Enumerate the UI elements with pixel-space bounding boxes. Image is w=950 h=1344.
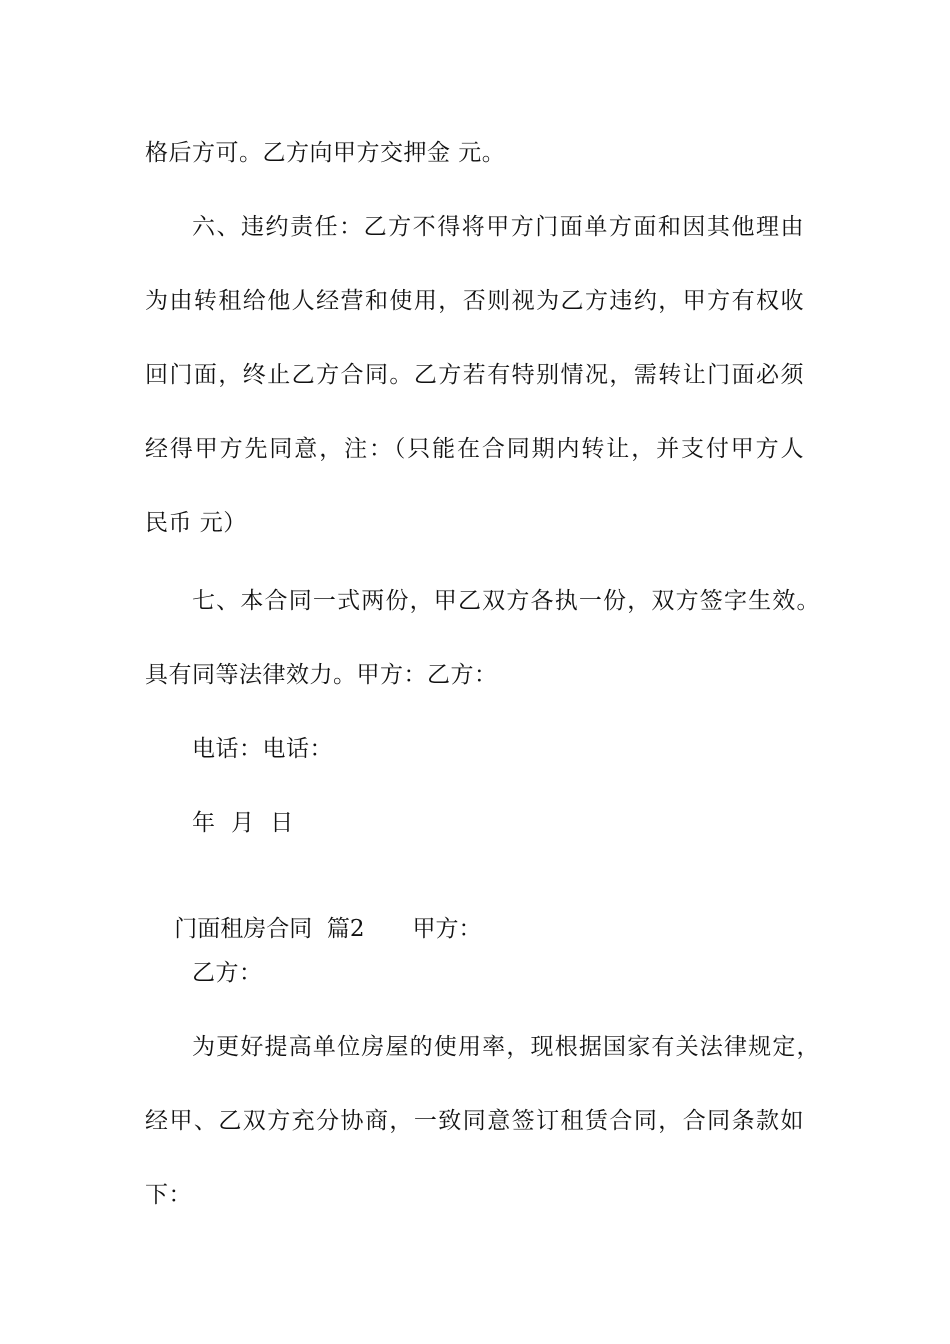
text-line-rmb: 民币 元） <box>145 510 247 536</box>
text-line-deposit: 格后方可。乙方向甲方交押金 元。 <box>145 140 506 166</box>
text-line-terminate: 回门面，终止乙方合同。乙方若有特别情况，需转让门面必须 <box>145 362 804 388</box>
text-line-intro-3: 下： <box>145 1182 192 1208</box>
text-line-intro-2: 经甲、乙双方充分协商，一致同意签订租赁合同，合同条款如 <box>145 1108 804 1134</box>
party-a-label: 甲方： <box>412 916 482 942</box>
text-line-consent: 经得甲方先同意，注：（只能在合同期内转让，并支付甲方人 <box>145 436 804 462</box>
text-line-copies: 七、本合同一式两份，甲乙双方各执一份，双方签字生效。 <box>192 588 820 614</box>
section-title: 门面租房合同 篇2 <box>174 916 365 942</box>
text-line-intro-1: 为更好提高单位房屋的使用率，现根据国家有关法律规定， <box>192 1034 820 1060</box>
party-b-label: 乙方： <box>192 960 263 986</box>
text-line-sublease: 为由转租给他人经营和使用，否则视为乙方违约，甲方有权收 <box>145 288 804 314</box>
text-line-phone: 电话：电话： <box>192 736 333 762</box>
text-line-breach-clause: 六、违约责任：乙方不得将甲方门面单方面和因其他理由 <box>192 214 804 240</box>
text-line-date: 年 月 日 <box>192 810 294 836</box>
text-line-legal-effect: 具有同等法律效力。甲方：乙方： <box>145 662 498 688</box>
